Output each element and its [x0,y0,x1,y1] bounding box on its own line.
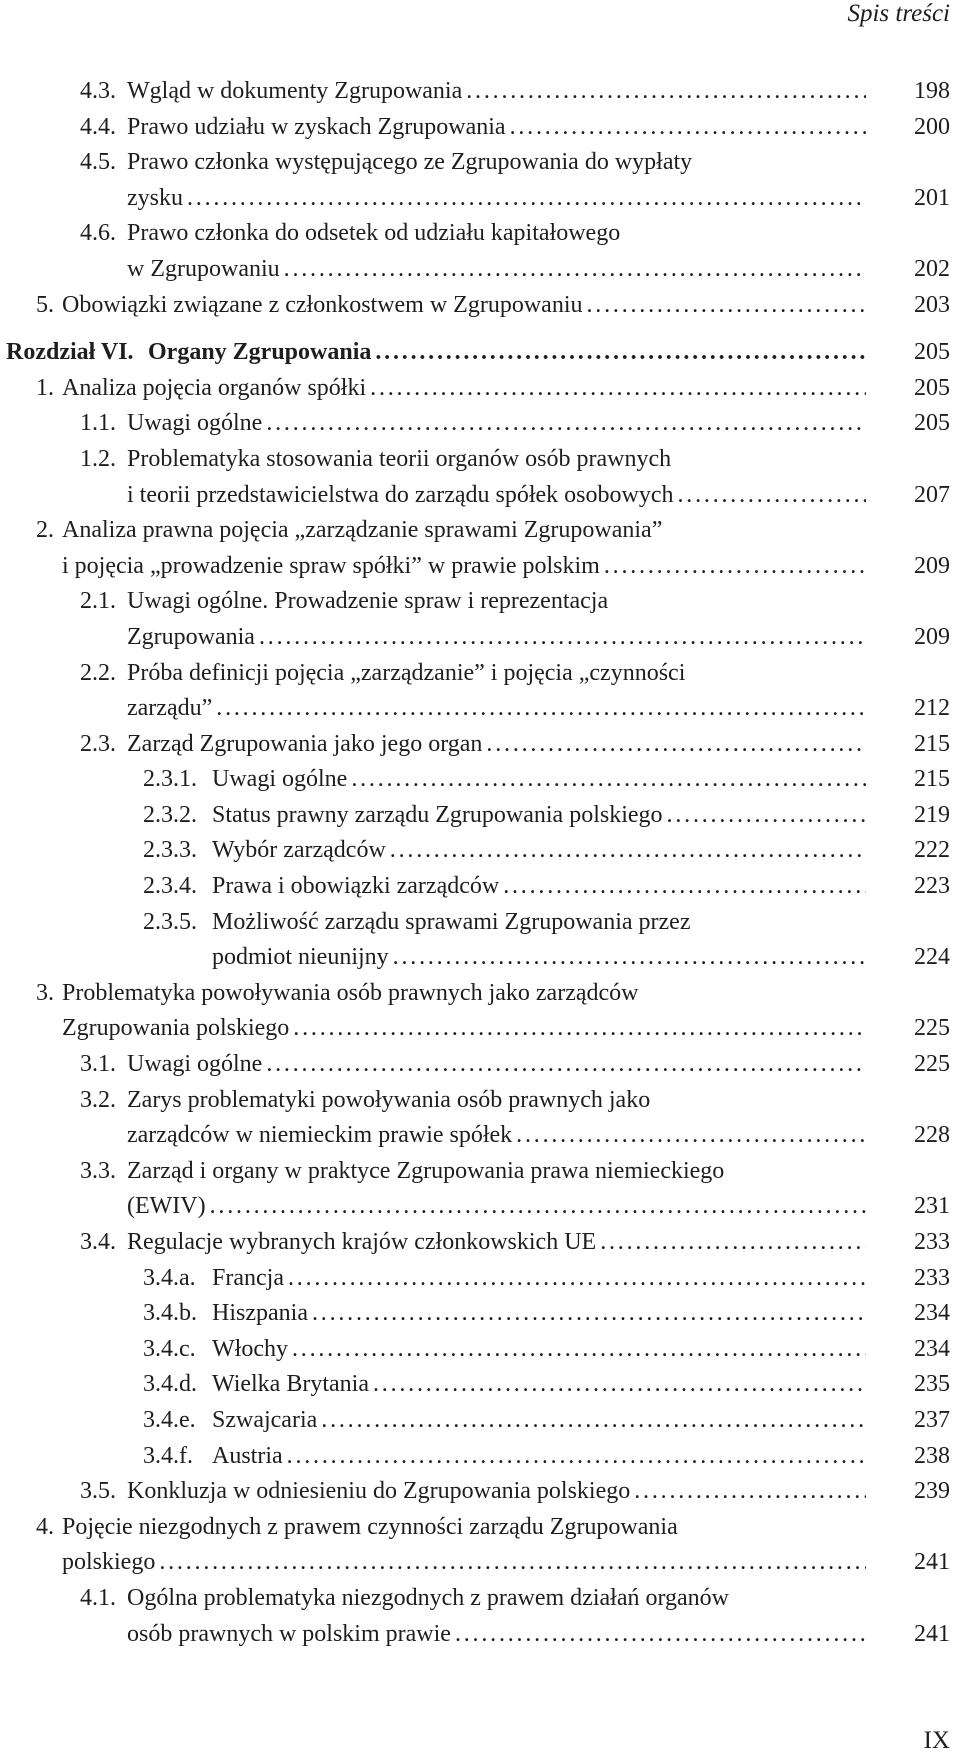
toc-entry-number: 2.3. [80,730,116,757]
toc-entry-title-line: Zarząd Zgrupowania jako jego organ [127,730,483,757]
dot-leader [187,181,866,217]
toc-entry-page-number: 203 [914,291,950,318]
page-folio: IX [923,1727,950,1754]
dot-leader [351,762,866,798]
toc-entry-page-number: 209 [914,623,950,650]
toc-entry[interactable] [0,1510,960,1581]
toc-entry-number: 4.5. [80,149,116,176]
toc-entry-page-number: 209 [914,552,950,579]
toc-entry-title-line: osób prawnych w polskim prawie [127,1620,451,1647]
toc-entry[interactable] [0,1083,960,1154]
toc-entry-title [212,905,866,976]
toc-entry[interactable] [0,288,960,324]
toc-entry-title-line: Uwagi ogólne [127,1051,263,1078]
toc-entry-title-line: Zarząd i organy w praktyce Zgrupowania prawa niemieckiego [127,1157,725,1184]
dot-leader [266,406,866,442]
toc-entry-page-number: 205 [914,339,950,366]
toc-entry-number: 2.3.3. [143,837,197,864]
dot-leader [587,288,867,324]
toc-entry-title [127,1581,866,1652]
toc-entry-page-number: 207 [914,481,950,508]
toc-entry-title-line: i teorii przedstawicielstwa do zarządu spółek osobowych [127,481,674,508]
toc-entry-title [212,1261,866,1297]
running-header: Spis treści [847,0,950,27]
toc-entry-title-line: Zgrupowania [127,623,255,650]
toc-entry-title-line: zarządców w niemieckim prawie spółek [127,1122,513,1149]
toc-entry[interactable] [0,869,960,905]
toc-entry[interactable] [0,74,960,110]
toc-entry[interactable] [0,1367,960,1403]
toc-entry-page-number: 241 [914,1549,950,1576]
toc-entry-page-number: 215 [914,766,950,793]
toc-entry-title-line: Prawo członka występującego ze Zgrupowania do wypłaty [127,149,693,176]
toc-entry-title [62,371,866,407]
toc-entry-title [127,110,866,146]
toc-entry-number: 3.4.c. [143,1335,196,1362]
dot-leader [678,478,867,514]
toc-entry-title-line: Wielka Brytania [212,1371,369,1398]
toc-entry-title [148,335,866,371]
dot-leader [321,1403,866,1439]
toc-entry-page-number: 215 [914,730,950,757]
toc-entry-page-number: 222 [914,837,950,864]
toc-entry-page-number: 200 [914,113,950,140]
toc-entry-number: 3.4.a. [143,1264,196,1291]
toc-entry-number: 3. [36,979,54,1006]
toc-entry-title [127,216,866,287]
dot-leader [503,869,866,905]
toc-entry[interactable] [0,1296,960,1332]
toc-entry-title-line: zarządu” [127,695,213,722]
dot-leader [510,110,866,146]
dot-leader [292,1332,866,1368]
toc-entry-title [212,1367,866,1403]
toc-entry-title-line: Wybór zarządców [212,837,386,864]
toc-entry[interactable] [0,976,960,1047]
dot-leader [516,1118,866,1154]
toc-entry-title-line: Problematyka powoływania osób prawnych jako zarządców [62,979,639,1006]
toc-entry[interactable] [0,442,960,513]
toc-entry[interactable] [0,1225,960,1261]
toc-entry-title-line: Obowiązki związane z członkostwem w Zgrupowaniu [62,291,583,318]
toc-entry[interactable] [0,905,960,976]
toc-entry-page-number: 228 [914,1122,950,1149]
toc-entry-title [127,656,866,727]
toc-entry-title-line: Szwajcaria [212,1406,318,1433]
toc-entry-number: 3.4.e. [143,1406,196,1433]
toc-entry-page-number: 235 [914,1371,950,1398]
toc-entry-title-line: Prawo udziału w zyskach Zgrupowania [127,113,506,140]
toc-entry[interactable] [0,1154,960,1225]
dot-leader [393,940,866,976]
toc-entry-title-line: Próba definicji pojęcia „zarządzanie” i pojęcia „czynności [127,659,686,686]
dot-leader [634,1474,866,1510]
toc-entry-page-number: 239 [914,1478,950,1505]
toc-entry-page-number: 212 [914,695,950,722]
toc-entry-number: 3.4.f. [143,1442,193,1469]
toc-entry-page-number: 234 [914,1300,950,1327]
toc-entry-number: 5. [36,291,54,318]
toc-entry-page-number: 234 [914,1335,950,1362]
dot-leader [373,1367,866,1403]
dot-leader [216,691,866,727]
toc-entry-number: 2.3.5. [143,908,197,935]
toc-entry-number: 4.6. [80,220,116,247]
dot-leader [259,620,866,656]
toc-entry-page-number: 205 [914,410,950,437]
toc-entry-page-number: 202 [914,255,950,282]
dot-leader [600,1225,866,1261]
toc-entry-number: 1.1. [80,410,116,437]
toc-entry-title-line: Francja [212,1264,284,1291]
toc-entry-title [127,1474,866,1510]
toc-entry-number: 2.2. [80,659,116,686]
toc-entry[interactable] [0,798,960,834]
toc-entry-title-line: Możliwość zarządu sprawami Zgrupowania przez [212,908,691,935]
toc-entry-title [127,727,866,763]
toc-entry-title [212,1332,866,1368]
toc-entry-title-line: i pojęcia „prowadzenie spraw spółki” w prawie polskim [62,552,600,579]
toc-entry-page-number: 231 [914,1193,950,1220]
dot-leader [312,1296,866,1332]
toc-entry-title [127,1083,866,1154]
toc-entry-number: 2.3.2. [143,801,197,828]
toc-entry-number: 4.4. [80,113,116,140]
toc-entry-title [62,288,866,324]
toc-entry-number: 3.4.d. [143,1371,197,1398]
toc-entry-number: 1.2. [80,445,116,472]
dot-leader [293,1011,866,1047]
toc-entry[interactable] [0,1581,960,1652]
toc-entry-title-line: Regulacje wybranych krajów członkowskich UE [127,1229,597,1255]
toc-entry-title-line: Organy Zgrupowania [148,339,372,366]
toc-entry[interactable] [0,1261,960,1297]
toc-entry-title [127,1154,866,1225]
dot-leader [375,335,866,371]
toc-entry-title [127,584,866,655]
toc-entry-number: 3.3. [80,1157,116,1184]
toc-entry-number: 3.4. [80,1229,116,1255]
toc-entry-title-line: Problematyka stosowania teorii organów osób prawnych [127,445,672,472]
toc-entry[interactable] [0,833,960,869]
table-of-contents [0,74,960,1652]
toc-entry-page-number: 233 [914,1264,950,1291]
toc-entry-title [212,1439,866,1475]
toc-entry-title-line: podmiot nieunijny [212,944,389,971]
toc-entry-title-line: Prawo członka do odsetek od udziału kapitałowego [127,220,621,247]
toc-entry-page-number: 225 [914,1015,950,1042]
dot-leader [288,1261,866,1297]
toc-entry-title [212,869,866,905]
toc-entry-title [127,1225,866,1261]
toc-entry-page-number: 237 [914,1406,950,1433]
dot-leader [284,252,866,288]
toc-entry-number: 4.1. [80,1584,116,1611]
dot-leader [370,371,866,407]
toc-entry-page-number: 205 [914,374,950,401]
toc-entry-title [127,1047,866,1083]
toc-entry[interactable] [0,1047,960,1083]
toc-entry-title-line: Ogólna problematyka niezgodnych z prawem działań organów [127,1584,730,1611]
toc-entry-title-line: Austria [212,1442,283,1469]
toc-entry[interactable] [0,371,960,407]
toc-entry-title-line: Włochy [212,1335,288,1362]
toc-entry-title [212,833,866,869]
toc-entry-title-line: zysku [127,184,183,211]
toc-entry-title-line: polskiego [62,1549,156,1576]
toc-entry-page-number: 238 [914,1442,950,1469]
toc-entry-title [212,798,866,834]
toc-entry-title-line: Uwagi ogólne [127,410,263,437]
toc-entry-number: 3.2. [80,1086,116,1113]
toc-entry-title [127,74,866,110]
toc-entry-title-line: Wgląd w dokumenty Zgrupowania [127,78,463,104]
toc-entry-title [212,1403,866,1439]
toc-entry-title [127,442,866,513]
toc-entry-title [62,513,866,584]
toc-entry-page-number: 198 [914,78,950,104]
toc-entry-title-line: Hiszpania [212,1300,308,1327]
dot-leader [390,833,866,869]
toc-entry-title-line: Zarys problematyki powoływania osób prawnych jako [127,1086,651,1113]
toc-entry-page-number: 241 [914,1620,950,1647]
toc-entry[interactable] [0,216,960,287]
toc-entry-title-line: Analiza prawna pojęcia „zarządzanie sprawami Zgrupowania” [62,517,663,544]
toc-entry[interactable] [0,513,960,584]
toc-entry[interactable] [0,1439,960,1475]
toc-entry-title-line: Analiza pojęcia organów spółki [62,374,367,401]
toc-entry-title-line: Konkluzja w odniesieniu do Zgrupowania polskiego [127,1478,631,1505]
toc-entry-title [62,1510,866,1581]
toc-entry-number: 2.3.1. [143,766,197,793]
toc-entry-title [212,762,866,798]
toc-entry-page-number: 219 [914,801,950,828]
toc-entry-page-number: 233 [914,1229,950,1255]
dot-leader [466,74,866,110]
toc-entry-title-line: Uwagi ogólne. Prowadzenie spraw i reprezentacja [127,588,609,615]
toc-entry[interactable] [0,1332,960,1368]
toc-entry[interactable] [0,406,960,442]
toc-entry-title [127,145,866,216]
toc-entry-title-line: Uwagi ogólne [212,766,348,793]
dot-leader [159,1545,866,1581]
toc-entry-title [127,406,866,442]
toc-entry-title-line: w Zgrupowaniu [127,255,280,282]
dot-leader [667,798,866,834]
dot-leader [455,1617,866,1653]
toc-entry-number: 3.1. [80,1051,116,1078]
toc-entry-title [212,1296,866,1332]
toc-entry[interactable] [0,1403,960,1439]
toc-entry[interactable] [0,727,960,763]
toc-entry-number: 2.1. [80,588,116,615]
toc-entry-number: 3.4.b. [143,1300,197,1327]
toc-entry-number: 2. [36,517,54,544]
toc-entry[interactable] [0,656,960,727]
toc-entry-title-line: (EWIV) [127,1193,206,1220]
toc-entry-title [62,976,866,1047]
toc-entry-number: 4.3. [80,78,116,104]
toc-entry-number: 3.5. [80,1478,116,1505]
toc-entry[interactable] [0,110,960,146]
toc-entry-page-number: 223 [914,873,950,900]
toc-entry[interactable] [0,762,960,798]
toc-entry-title-line: Pojęcie niezgodnych z prawem czynności zarządu Zgrupowania [62,1513,678,1540]
toc-entry[interactable] [0,335,960,371]
toc-entry-page-number: 224 [914,944,950,971]
toc-entry[interactable] [0,1474,960,1510]
toc-entry-title-line: Status prawny zarządu Zgrupowania polskiego [212,801,663,828]
dot-leader [604,549,866,585]
toc-entry-number: Rozdział VI. [6,339,134,366]
toc-entry-number: 4. [36,1513,54,1540]
toc-entry-page-number: 201 [914,184,950,211]
dot-leader [210,1189,866,1225]
dot-leader [266,1047,866,1083]
dot-leader [287,1439,866,1475]
toc-entry[interactable] [0,145,960,216]
toc-entry-number: 1. [36,374,54,401]
dot-leader [486,727,866,763]
toc-entry[interactable] [0,584,960,655]
toc-entry-title-line: Prawa i obowiązki zarządców [212,873,500,900]
toc-entry-page-number: 225 [914,1051,950,1078]
toc-entry-title-line: Zgrupowania polskiego [62,1015,290,1042]
toc-entry-number: 2.3.4. [143,873,197,900]
